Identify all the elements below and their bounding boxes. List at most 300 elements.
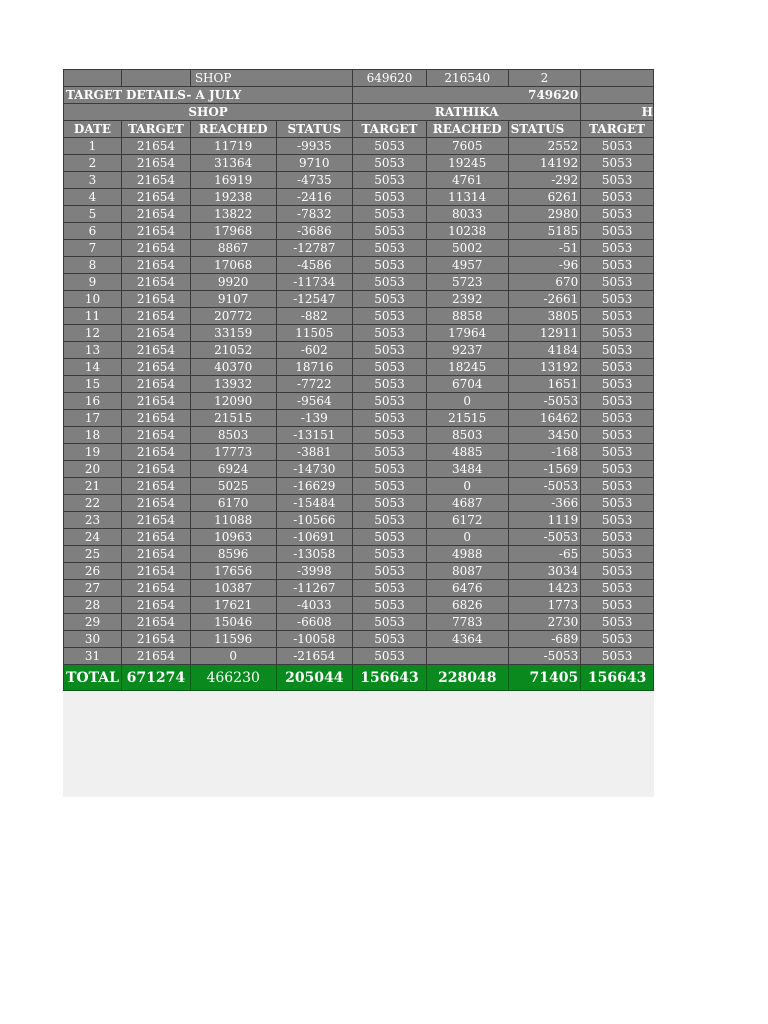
cell-next-target[interactable]: 5053 (581, 580, 654, 597)
cell-rathika-target[interactable]: 5053 (353, 410, 427, 427)
cell-rathika-reached[interactable]: 0 (426, 529, 508, 546)
cell-rathika-reached[interactable]: 6704 (426, 376, 508, 393)
table-row (64, 240, 654, 257)
cell-next-target[interactable]: 5053 (581, 597, 654, 614)
table-row (64, 257, 654, 274)
column-header-date[interactable]: DATE (64, 121, 122, 138)
cell-rathika-status[interactable]: -5053 (508, 529, 581, 546)
cell-rathika-target[interactable]: 5053 (353, 631, 427, 648)
cell-rathika-reached[interactable]: 8503 (426, 427, 508, 444)
cell-rathika-status[interactable]: 2552 (508, 138, 581, 155)
cell-date[interactable]: 28 (64, 597, 122, 614)
cell-date[interactable]: 12 (64, 325, 122, 342)
cell-date[interactable]: 5 (64, 206, 122, 223)
cell-shop-status[interactable]: 11505 (276, 325, 353, 342)
cell-rathika-target[interactable]: 5053 (353, 376, 427, 393)
cell-rathika-status[interactable]: 6261 (508, 189, 581, 206)
cell-rathika-reached[interactable]: 21515 (426, 410, 508, 427)
cell[interactable] (121, 70, 190, 87)
cell-shop-target[interactable]: 21654 (121, 512, 190, 529)
cell-rathika-reached[interactable]: 4885 (426, 444, 508, 461)
table-row (64, 359, 654, 376)
summary-value-c[interactable]: 2 (508, 70, 581, 87)
cell-rathika-status[interactable]: 5185 (508, 223, 581, 240)
cell-shop-status[interactable]: 9710 (276, 155, 353, 172)
cell-rathika-reached[interactable]: 0 (426, 478, 508, 495)
cell-shop-status[interactable]: -12547 (276, 291, 353, 308)
cell-rathika-reached[interactable]: 2392 (426, 291, 508, 308)
cell-rathika-reached[interactable]: 4761 (426, 172, 508, 189)
summary-value-b[interactable]: 216540 (426, 70, 508, 87)
cell-rathika-status[interactable]: 670 (508, 274, 581, 291)
cell-next-target[interactable]: 5053 (581, 478, 654, 495)
cell-rathika-reached[interactable]: 6476 (426, 580, 508, 597)
cell-shop-status[interactable]: -13058 (276, 546, 353, 563)
summary-shop-label[interactable]: SHOP (190, 70, 352, 87)
cell-shop-status[interactable]: -16629 (276, 478, 353, 495)
cell-date[interactable]: 3 (64, 172, 122, 189)
cell-shop-reached[interactable]: 6924 (190, 461, 276, 478)
cell-shop-reached[interactable]: 13932 (190, 376, 276, 393)
cell-rathika-reached[interactable]: 3484 (426, 461, 508, 478)
group-header-shop[interactable]: SHOP (64, 104, 353, 121)
cell-shop-status[interactable]: -3998 (276, 563, 353, 580)
cell-rathika-target[interactable]: 5053 (353, 478, 427, 495)
grand-total[interactable]: 749620 (353, 87, 581, 104)
cell-shop-target[interactable]: 21654 (121, 291, 190, 308)
cell-next-target[interactable]: 5053 (581, 546, 654, 563)
cell-next-target[interactable]: 5053 (581, 461, 654, 478)
cell-next-target[interactable]: 5053 (581, 393, 654, 410)
cell-shop-target[interactable]: 21654 (121, 359, 190, 376)
cell-shop-target[interactable]: 21654 (121, 461, 190, 478)
cell-shop-target[interactable]: 21654 (121, 597, 190, 614)
cell-shop-reached[interactable]: 17773 (190, 444, 276, 461)
cell-rathika-target[interactable]: 5053 (353, 648, 427, 665)
cell-rathika-status[interactable]: 1773 (508, 597, 581, 614)
cell-rathika-reached[interactable]: 8858 (426, 308, 508, 325)
cell-rathika-reached[interactable]: 0 (426, 393, 508, 410)
cell-date[interactable]: 27 (64, 580, 122, 597)
cell-rathika-reached[interactable]: 8087 (426, 563, 508, 580)
cell-rathika-status[interactable]: -292 (508, 172, 581, 189)
cell-shop-status[interactable]: 18716 (276, 359, 353, 376)
cell-rathika-reached[interactable]: 10238 (426, 223, 508, 240)
group-header-rathika[interactable]: RATHIKA (353, 104, 581, 121)
cell-shop-reached[interactable]: 0 (190, 648, 276, 665)
cell-rathika-reached[interactable]: 19245 (426, 155, 508, 172)
cell-shop-status[interactable]: -21654 (276, 648, 353, 665)
cell-shop-status[interactable]: -4735 (276, 172, 353, 189)
cell-rathika-target[interactable]: 5053 (353, 529, 427, 546)
cell-shop-target[interactable]: 21654 (121, 155, 190, 172)
table-row (64, 427, 654, 444)
cell-shop-status[interactable]: -602 (276, 342, 353, 359)
table-row (64, 155, 654, 172)
cell-shop-reached[interactable]: 9920 (190, 274, 276, 291)
cell-next-target[interactable]: 5053 (581, 274, 654, 291)
cell-shop-status[interactable]: -4033 (276, 597, 353, 614)
table-row (64, 546, 654, 563)
cell-rathika-status[interactable]: -168 (508, 444, 581, 461)
cell-rathika-status[interactable]: -96 (508, 257, 581, 274)
cell-shop-reached[interactable]: 21515 (190, 410, 276, 427)
cell-date[interactable]: 23 (64, 512, 122, 529)
cell-shop-target[interactable]: 21654 (121, 274, 190, 291)
cell-shop-reached[interactable]: 10963 (190, 529, 276, 546)
cell-shop-target[interactable]: 21654 (121, 410, 190, 427)
cell-rathika-target[interactable]: 5053 (353, 308, 427, 325)
cell-rathika-reached[interactable]: 5723 (426, 274, 508, 291)
table-row (64, 529, 654, 546)
cell-rathika-status[interactable]: 2730 (508, 614, 581, 631)
cell-rathika-reached[interactable]: 4687 (426, 495, 508, 512)
cell-next-target[interactable]: 5053 (581, 614, 654, 631)
cell-shop-status[interactable]: -4586 (276, 257, 353, 274)
cell-shop-target[interactable]: 21654 (121, 648, 190, 665)
total-shop-target[interactable]: 671274 (121, 665, 190, 691)
cell-rathika-status[interactable]: 1423 (508, 580, 581, 597)
cell-rathika-reached[interactable]: 4957 (426, 257, 508, 274)
cell-shop-target[interactable]: 21654 (121, 206, 190, 223)
table-row (64, 138, 654, 155)
cell-date[interactable]: 13 (64, 342, 122, 359)
total-rathika-reached[interactable]: 228048 (426, 665, 508, 691)
cell-shop-reached[interactable]: 12090 (190, 393, 276, 410)
cell-shop-target[interactable]: 21654 (121, 308, 190, 325)
cell-rathika-status[interactable]: -65 (508, 546, 581, 563)
cell-shop-reached[interactable]: 17621 (190, 597, 276, 614)
cell-next-target[interactable]: 5053 (581, 495, 654, 512)
column-header-shop-target[interactable]: TARGET (121, 121, 190, 138)
cell-next-target[interactable]: 5053 (581, 648, 654, 665)
table-row (64, 597, 654, 614)
cell-shop-target[interactable]: 21654 (121, 240, 190, 257)
total-shop-reached[interactable]: 466230 (190, 665, 276, 691)
cell-rathika-status[interactable]: 3805 (508, 308, 581, 325)
cell-date[interactable]: 16 (64, 393, 122, 410)
cell-date[interactable]: 30 (64, 631, 122, 648)
cell-rathika-reached[interactable]: 5002 (426, 240, 508, 257)
cell-next-target[interactable]: 5053 (581, 631, 654, 648)
cell-shop-status[interactable]: -10058 (276, 631, 353, 648)
cell-rathika-reached[interactable]: 4988 (426, 546, 508, 563)
cell-shop-reached[interactable]: 11719 (190, 138, 276, 155)
cell-next-target[interactable]: 5053 (581, 206, 654, 223)
cell-date[interactable]: 29 (64, 614, 122, 631)
cell-shop-status[interactable]: -6608 (276, 614, 353, 631)
cell-next-target[interactable]: 5053 (581, 563, 654, 580)
cell-next-target[interactable]: 5053 (581, 257, 654, 274)
cell-rathika-target[interactable]: 5053 (353, 325, 427, 342)
cell-shop-reached[interactable]: 11088 (190, 512, 276, 529)
cell-rathika-target[interactable]: 5053 (353, 206, 427, 223)
summary-value-a[interactable]: 649620 (353, 70, 427, 87)
cell-next-target[interactable]: 5053 (581, 410, 654, 427)
total-label[interactable]: TOTAL (64, 665, 122, 691)
cell-rathika-target[interactable]: 5053 (353, 393, 427, 410)
cell-rathika-status[interactable]: -689 (508, 631, 581, 648)
column-header-rathika-status[interactable]: STATUS (508, 121, 581, 138)
cell-shop-reached[interactable]: 5025 (190, 478, 276, 495)
cell-date[interactable]: 8 (64, 257, 122, 274)
cell-date[interactable]: 1 (64, 138, 122, 155)
cell-shop-target[interactable]: 21654 (121, 376, 190, 393)
cell-date[interactable]: 20 (64, 461, 122, 478)
cell-next-target[interactable]: 5053 (581, 240, 654, 257)
cell[interactable] (581, 87, 654, 104)
cell-rathika-target[interactable]: 5053 (353, 512, 427, 529)
cell-next-target[interactable]: 5053 (581, 376, 654, 393)
cell-rathika-target[interactable]: 5053 (353, 223, 427, 240)
table-row (64, 495, 654, 512)
cell-rathika-reached[interactable] (426, 648, 508, 665)
cell-shop-target[interactable]: 21654 (121, 444, 190, 461)
cell-rathika-status[interactable]: -5053 (508, 648, 581, 665)
cell[interactable] (581, 70, 654, 87)
cell-rathika-target[interactable]: 5053 (353, 563, 427, 580)
cell-shop-target[interactable]: 21654 (121, 529, 190, 546)
cell-date[interactable]: 24 (64, 529, 122, 546)
cell-shop-reached[interactable]: 10387 (190, 580, 276, 597)
cell-shop-status[interactable]: -3686 (276, 223, 353, 240)
cell-next-target[interactable]: 5053 (581, 189, 654, 206)
sheet-title[interactable]: TARGET DETAILS- A JULY (64, 87, 353, 104)
cell-date[interactable]: 7 (64, 240, 122, 257)
cell-date[interactable]: 19 (64, 444, 122, 461)
cell-rathika-reached[interactable]: 8033 (426, 206, 508, 223)
cell-date[interactable]: 18 (64, 427, 122, 444)
cell-shop-target[interactable]: 21654 (121, 631, 190, 648)
cell-date[interactable]: 4 (64, 189, 122, 206)
cell-shop-reached[interactable]: 9107 (190, 291, 276, 308)
cell-rathika-status[interactable]: 16462 (508, 410, 581, 427)
cell-date[interactable]: 21 (64, 478, 122, 495)
cell-rathika-target[interactable]: 5053 (353, 342, 427, 359)
cell-rathika-status[interactable]: -51 (508, 240, 581, 257)
cell-shop-status[interactable]: -12787 (276, 240, 353, 257)
cell-rathika-status[interactable]: -1569 (508, 461, 581, 478)
cell-shop-target[interactable]: 21654 (121, 495, 190, 512)
cell-rathika-reached[interactable]: 4364 (426, 631, 508, 648)
cell-rathika-status[interactable]: -5053 (508, 393, 581, 410)
cell-shop-status[interactable]: -882 (276, 308, 353, 325)
cell-date[interactable]: 31 (64, 648, 122, 665)
cell-date[interactable]: 17 (64, 410, 122, 427)
cell-shop-reached[interactable]: 11596 (190, 631, 276, 648)
cell-rathika-target[interactable]: 5053 (353, 444, 427, 461)
cell[interactable] (64, 70, 122, 87)
column-header-shop-reached[interactable]: REACHED (190, 121, 276, 138)
cell-rathika-status[interactable]: 2980 (508, 206, 581, 223)
group-header-next[interactable]: H (581, 104, 654, 121)
table-row (64, 291, 654, 308)
total-shop-status[interactable]: 205044 (276, 665, 353, 691)
table-row (64, 580, 654, 597)
total-rathika-target[interactable]: 156643 (353, 665, 427, 691)
cell-shop-reached[interactable]: 17068 (190, 257, 276, 274)
table-row (64, 461, 654, 478)
cell-rathika-target[interactable]: 5053 (353, 495, 427, 512)
cell-shop-reached[interactable]: 13822 (190, 206, 276, 223)
column-header-shop-status[interactable]: STATUS (276, 121, 353, 138)
cell-shop-reached[interactable]: 17968 (190, 223, 276, 240)
cell-shop-reached[interactable]: 6170 (190, 495, 276, 512)
cell-shop-reached[interactable]: 31364 (190, 155, 276, 172)
table-row (64, 308, 654, 325)
cell-shop-target[interactable]: 21654 (121, 325, 190, 342)
cell-rathika-reached[interactable]: 6826 (426, 597, 508, 614)
column-header-rathika-target[interactable]: TARGET (353, 121, 427, 138)
cell-rathika-status[interactable]: -5053 (508, 478, 581, 495)
cell-next-target[interactable]: 5053 (581, 325, 654, 342)
cell-next-target[interactable]: 5053 (581, 529, 654, 546)
cell-rathika-target[interactable]: 5053 (353, 138, 427, 155)
cell-shop-status[interactable]: -7722 (276, 376, 353, 393)
column-header-next-target[interactable]: TARGET (581, 121, 654, 138)
cell-rathika-status[interactable]: 3034 (508, 563, 581, 580)
cell-next-target[interactable]: 5053 (581, 427, 654, 444)
cell-next-target[interactable]: 5053 (581, 172, 654, 189)
cell-rathika-target[interactable]: 5053 (353, 359, 427, 376)
cell-rathika-status[interactable]: 14192 (508, 155, 581, 172)
cell-rathika-reached[interactable]: 18245 (426, 359, 508, 376)
table-row (64, 512, 654, 529)
cell-rathika-target[interactable]: 5053 (353, 614, 427, 631)
cell-shop-reached[interactable]: 19238 (190, 189, 276, 206)
cell-next-target[interactable]: 5053 (581, 155, 654, 172)
cell-date[interactable]: 22 (64, 495, 122, 512)
cell-date[interactable]: 26 (64, 563, 122, 580)
cell-rathika-reached[interactable]: 11314 (426, 189, 508, 206)
cell-shop-target[interactable]: 21654 (121, 342, 190, 359)
cell-next-target[interactable]: 5053 (581, 223, 654, 240)
cell-shop-target[interactable]: 21654 (121, 546, 190, 563)
cell-next-target[interactable]: 5053 (581, 138, 654, 155)
table-row (64, 648, 654, 665)
cell-shop-reached[interactable]: 33159 (190, 325, 276, 342)
column-header-row (64, 121, 654, 138)
cell-shop-target[interactable]: 21654 (121, 478, 190, 495)
cell-date[interactable]: 25 (64, 546, 122, 563)
cell-shop-status[interactable]: -139 (276, 410, 353, 427)
cell-shop-reached[interactable]: 15046 (190, 614, 276, 631)
cell-rathika-status[interactable]: 1651 (508, 376, 581, 393)
cell-shop-target[interactable]: 21654 (121, 563, 190, 580)
cell-shop-reached[interactable]: 40370 (190, 359, 276, 376)
cell-next-target[interactable]: 5053 (581, 444, 654, 461)
cell-date[interactable]: 10 (64, 291, 122, 308)
cell-next-target[interactable]: 5053 (581, 291, 654, 308)
cell-shop-target[interactable]: 21654 (121, 189, 190, 206)
cell-shop-target[interactable]: 21654 (121, 580, 190, 597)
cell-date[interactable]: 6 (64, 223, 122, 240)
cell-shop-target[interactable]: 21654 (121, 427, 190, 444)
cell-rathika-status[interactable]: -366 (508, 495, 581, 512)
cell-shop-status[interactable]: -15484 (276, 495, 353, 512)
cell-date[interactable]: 9 (64, 274, 122, 291)
cell-rathika-target[interactable]: 5053 (353, 189, 427, 206)
summary-row (64, 70, 654, 87)
column-header-rathika-reached[interactable]: REACHED (426, 121, 508, 138)
cell-next-target[interactable]: 5053 (581, 342, 654, 359)
cell-shop-status[interactable]: -2416 (276, 189, 353, 206)
cell-next-target[interactable]: 5053 (581, 359, 654, 376)
cell-shop-reached[interactable]: 21052 (190, 342, 276, 359)
cell-shop-status[interactable]: -10566 (276, 512, 353, 529)
cell-rathika-target[interactable]: 5053 (353, 274, 427, 291)
cell-rathika-target[interactable]: 5053 (353, 291, 427, 308)
cell-rathika-status[interactable]: 12911 (508, 325, 581, 342)
cell-rathika-target[interactable]: 5053 (353, 597, 427, 614)
cell-shop-status[interactable]: -11734 (276, 274, 353, 291)
cell-shop-reached[interactable]: 8867 (190, 240, 276, 257)
cell-shop-status[interactable]: -10691 (276, 529, 353, 546)
table-row (64, 393, 654, 410)
cell-shop-target[interactable]: 21654 (121, 223, 190, 240)
cell-shop-status[interactable]: -13151 (276, 427, 353, 444)
cell-rathika-reached[interactable]: 17964 (426, 325, 508, 342)
cell-next-target[interactable]: 5053 (581, 308, 654, 325)
cell-rathika-reached[interactable]: 6172 (426, 512, 508, 529)
cell-shop-reached[interactable]: 16919 (190, 172, 276, 189)
table-row (64, 631, 654, 648)
cell-rathika-status[interactable]: -2661 (508, 291, 581, 308)
cell-date[interactable]: 2 (64, 155, 122, 172)
cell-rathika-reached[interactable]: 7605 (426, 138, 508, 155)
cell-rathika-status[interactable]: 4184 (508, 342, 581, 359)
cell-rathika-status[interactable]: 13192 (508, 359, 581, 376)
total-rathika-status[interactable]: 71405 (508, 665, 581, 691)
cell-rathika-target[interactable]: 5053 (353, 427, 427, 444)
cell-shop-status[interactable]: -9564 (276, 393, 353, 410)
cell-rathika-target[interactable]: 5053 (353, 240, 427, 257)
cell-rathika-target[interactable]: 5053 (353, 546, 427, 563)
cell-rathika-status[interactable]: 1119 (508, 512, 581, 529)
table-row (64, 325, 654, 342)
cell-shop-reached[interactable]: 8596 (190, 546, 276, 563)
cell-date[interactable]: 15 (64, 376, 122, 393)
cell-rathika-target[interactable]: 5053 (353, 172, 427, 189)
cell-shop-status[interactable]: -11267 (276, 580, 353, 597)
cell-rathika-reached[interactable]: 7783 (426, 614, 508, 631)
cell-rathika-target[interactable]: 5053 (353, 461, 427, 478)
cell-rathika-target[interactable]: 5053 (353, 580, 427, 597)
cell-shop-reached[interactable]: 20772 (190, 308, 276, 325)
cell-shop-reached[interactable]: 8503 (190, 427, 276, 444)
cell-shop-target[interactable]: 21654 (121, 393, 190, 410)
cell-rathika-target[interactable]: 5053 (353, 155, 427, 172)
cell-shop-target[interactable]: 21654 (121, 257, 190, 274)
cell-shop-status[interactable]: -14730 (276, 461, 353, 478)
cell-date[interactable]: 11 (64, 308, 122, 325)
cell-rathika-status[interactable]: 3450 (508, 427, 581, 444)
cell-rathika-target[interactable]: 5053 (353, 257, 427, 274)
total-next-target[interactable]: 156643 (581, 665, 654, 691)
cell-shop-reached[interactable]: 17656 (190, 563, 276, 580)
cell-date[interactable]: 14 (64, 359, 122, 376)
cell-shop-status[interactable]: -7832 (276, 206, 353, 223)
table-row (64, 614, 654, 631)
cell-next-target[interactable]: 5053 (581, 512, 654, 529)
cell-shop-target[interactable]: 21654 (121, 614, 190, 631)
cell-rathika-reached[interactable]: 9237 (426, 342, 508, 359)
cell-shop-target[interactable]: 21654 (121, 172, 190, 189)
cell-shop-status[interactable]: -3881 (276, 444, 353, 461)
cell-shop-status[interactable]: -9935 (276, 138, 353, 155)
cell-shop-target[interactable]: 21654 (121, 138, 190, 155)
target-details-table (63, 69, 654, 691)
